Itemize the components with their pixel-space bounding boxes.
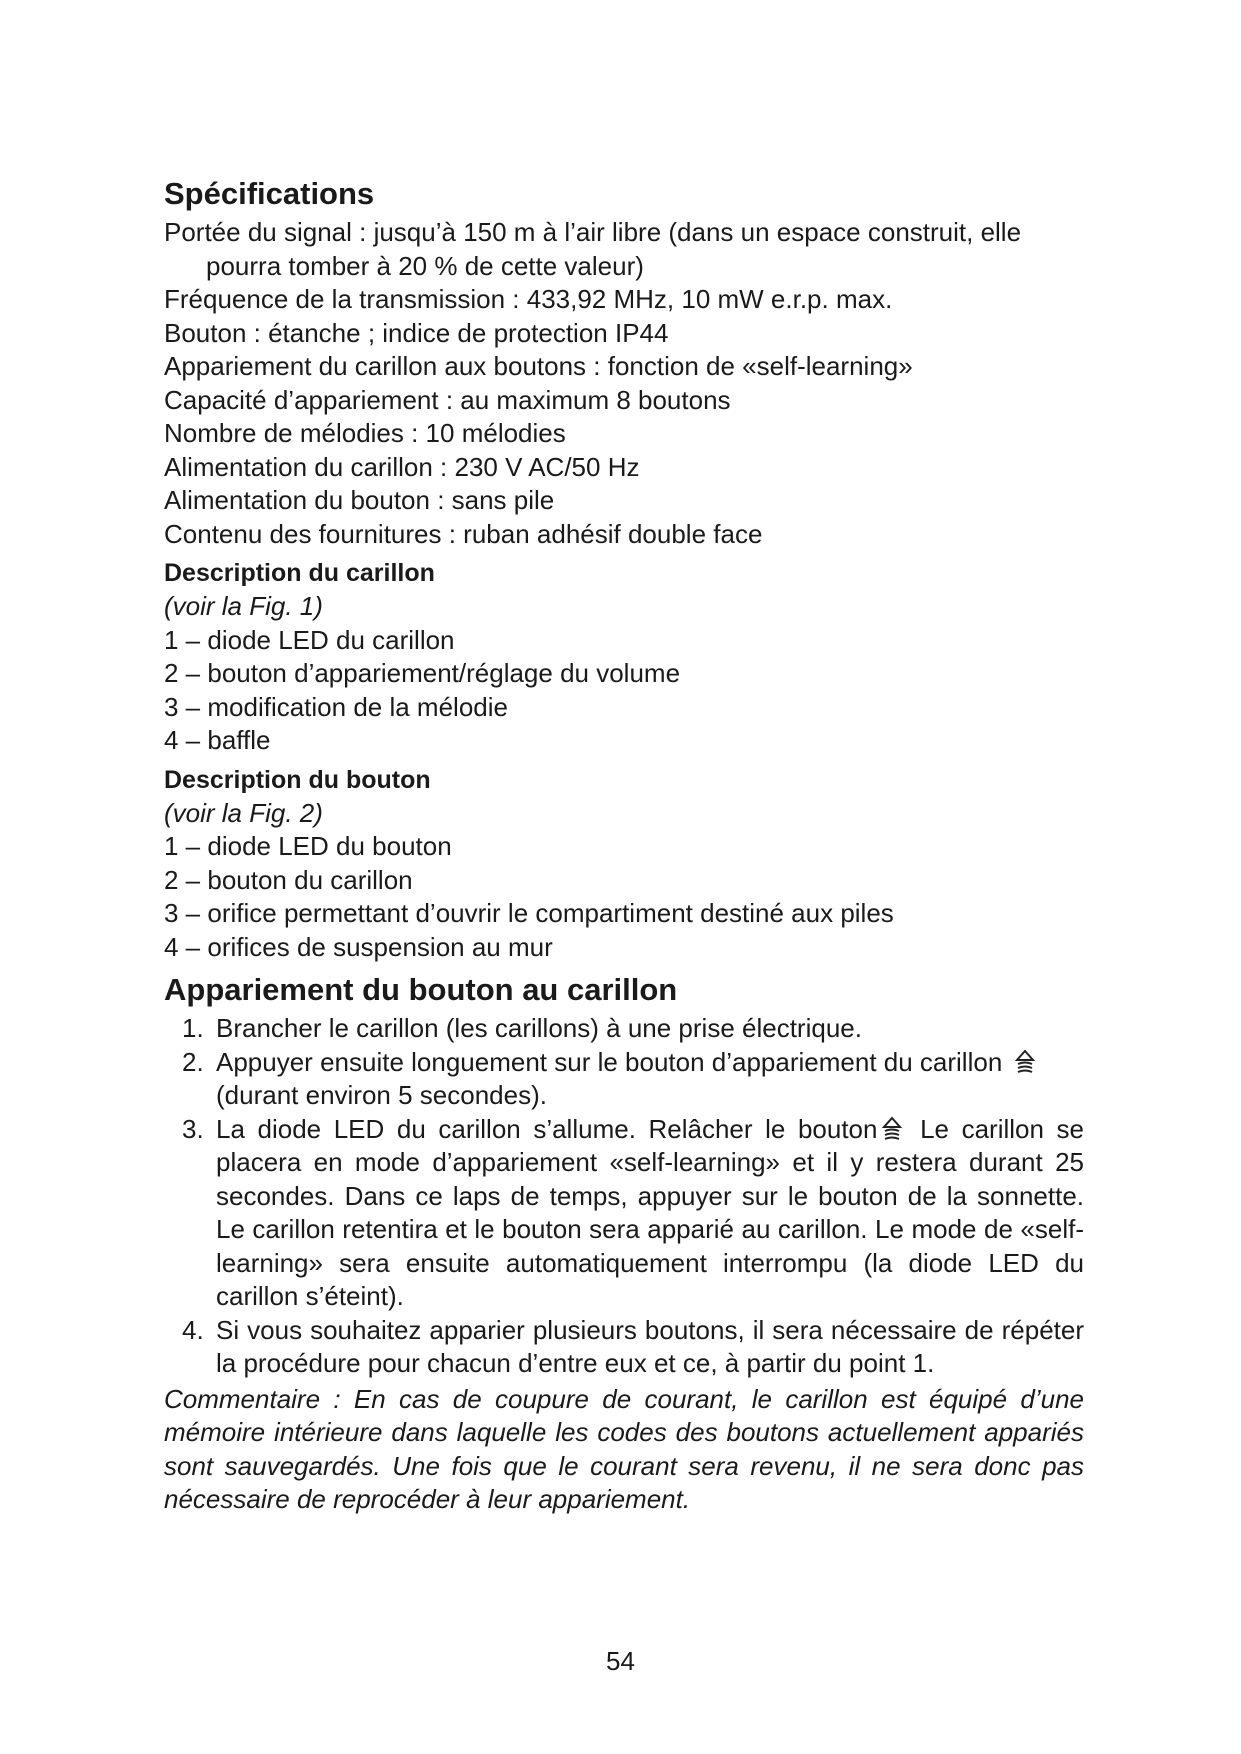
step-text: Appuyer ensuite longuement sur le bouton d’appariement du carillon (216, 1046, 1003, 1077)
step-text: Brancher le carillon (les carillons) à une prise électrique. (216, 1013, 862, 1043)
chime-item: 4 – baffle (164, 725, 271, 755)
button-item: 3 – orifice permettant d’ouvrir le compartiment destiné aux piles (164, 898, 894, 928)
pairing-button-icon (1012, 1049, 1038, 1075)
pairing-step (164, 1046, 1084, 1113)
specifications-list (164, 216, 1084, 551)
spec-line: Alimentation du carillon : 230 V AC/50 Hz (164, 451, 640, 482)
step-text: (durant environ 5 secondes). (216, 1080, 547, 1110)
spec-line: Fréquence de la transmission : 433,92 MHz, 10 mW e.r.p. max. (164, 284, 893, 314)
chime-item: 2 – bouton d’appariement/réglage du volume (164, 658, 681, 688)
spec-line: Bouton : étanche ; indice de protection IP44 (164, 317, 669, 348)
chime-item: 1 – diode LED du carillon (164, 624, 455, 655)
spec-line: Appariement du carillon aux boutons : fonction de «self-learning» (164, 351, 913, 381)
pairing-steps (164, 1012, 1084, 1381)
button-figure-ref: (voir la Fig. 2) (164, 797, 323, 828)
chime-item: 3 – modification de la mélodie (164, 691, 508, 722)
button-item: 2 – bouton du carillon (164, 864, 413, 895)
button-description-heading: Description du bouton (164, 765, 431, 794)
chime-description-heading: Description du carillon (164, 559, 435, 587)
button-item: 4 – orifices de suspension au mur (164, 931, 553, 962)
spec-line: Portée du signal : jusqu’à 150 m à l’air libre (dans un espace construit, elle pourra tomber à 20 % de cette valeur) (164, 217, 1022, 281)
spec-line: Contenu des fournitures : ruban adhésif double face (164, 518, 763, 549)
chime-figure-ref: (voir la Fig. 1) (164, 591, 323, 621)
specifications-heading: Spécifications (164, 176, 375, 211)
pairing-heading: Appariement du bouton au carillon (164, 972, 678, 1007)
spec-line: Nombre de mélodies : 10 mélodies (164, 418, 566, 448)
spec-line: Capacité d’appariement : au maximum 8 boutons (164, 384, 731, 415)
button-item: 1 – diode LED du bouton (164, 831, 452, 861)
page-number: 54 (606, 1646, 635, 1676)
pairing-step (164, 1113, 1084, 1314)
step-number: 1. (182, 1013, 204, 1043)
step-number: 4. (182, 1314, 204, 1345)
pairing-comment: Commentaire : En cas de coupure de courant, le carillon est équipé d’une mémoire intérieure dans laquelle les codes des boutons actuellement appariés sont sauvegardés. Une fois que le courant sera revenu, il ne sera donc pas nécessaire de reprocéder à leur appariement. (164, 1383, 1084, 1514)
pairing-button-icon (879, 1116, 905, 1142)
pairing-step (164, 1012, 1084, 1046)
step-number: 3. (182, 1113, 204, 1144)
step-text: Le carillon se placera en mode d’appariement «self-learning» et il y restera durant 25 secondes. Dans ce laps de temps, appuyer sur le bouton de la sonnette. Le carillon retentira et le bouton sera apparié au carillon. Le mode de «self-learning» sera ensuite automatiquement interrompu (la diode LED du carillon s’éteint). (216, 1113, 1084, 1311)
step-text: Si vous souhaitez apparier plusieurs boutons, il sera nécessaire de répéter la procédure pour chacun d’entre eux et ce, à partir du point 1. (216, 1314, 1084, 1378)
spec-line: Alimentation du bouton : sans pile (164, 485, 555, 515)
pairing-step (164, 1314, 1084, 1381)
step-text: La diode LED du carillon s’allume. Relâcher le bouton (216, 1113, 878, 1144)
page-content (164, 174, 1084, 1517)
step-number: 2. (182, 1046, 204, 1077)
